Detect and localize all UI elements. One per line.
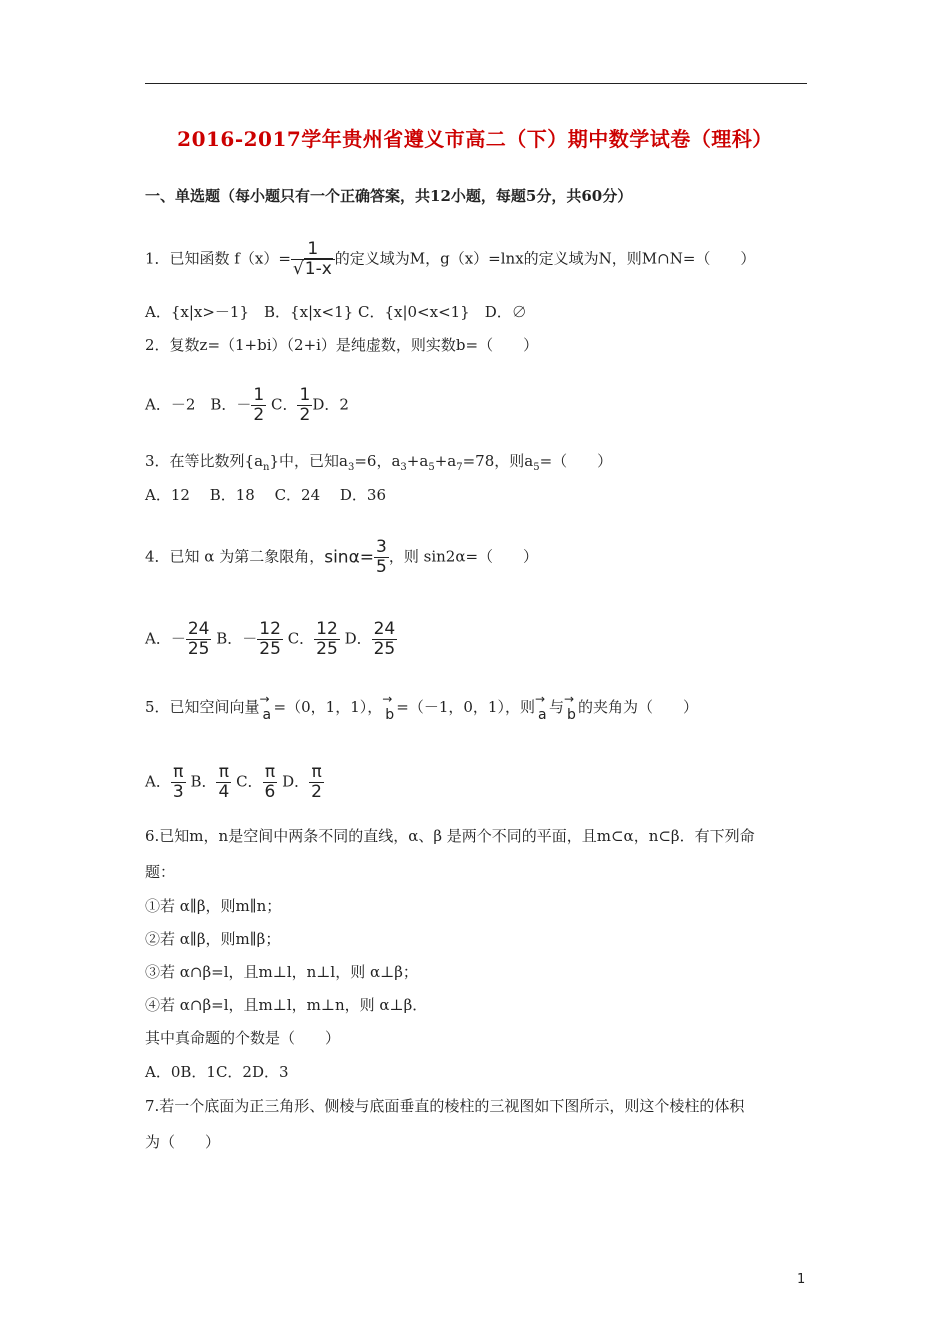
question-1: 1．已知函数 f（x）= $\frac{1}{√1-x}$ 的定义域为M，g（x）=lnx的定义域为N，则M∩N=（ ） <box>145 239 756 279</box>
question-5-options: A． $\frac{\pi}{3}$ B． $\frac{\pi}{4}$ C． $\frac{\pi}{6}$ D． $\frac{\pi}{2}$ <box>145 762 322 802</box>
question-6-ask: 其中真命题的个数是（ ） <box>145 1029 341 1047</box>
statement-3: ③若 α∩β=l，且m⊥l，n⊥l，则 α⊥β； <box>145 963 418 981</box>
question-2: 2．复数z=（1+bi）（2+i）是纯虚数，则实数b=（ ） <box>145 336 539 354</box>
vector-b: → b <box>382 692 395 723</box>
question-5: 5．已知空间向量 → a =（0，1，1）， → b =（－1，0，1），则 → a 与 → b 的夹角为（ ） <box>145 692 698 723</box>
vector-b: → b <box>563 692 576 723</box>
question-3: 3．在等比数列$\{a_n\}$中，已知$a_3=6$，$a_3+a_5+a_7=78$，则$a_5=$（ ） <box>145 452 613 473</box>
page-title: 2016-2017学年贵州省遵义市高二（下）期中数学试卷（理科） <box>177 127 773 151</box>
question-6: 6.已知m，n是空间中两条不同的直线，α、β 是两个不同的平面，且m⊂α，n⊂β．有下列命 <box>145 827 755 845</box>
question-6-cont: 题： <box>145 863 176 881</box>
question-1-options: A．{x|x>－1} B．{x|x<1} C．{x|0<x<1} D．∅ <box>145 303 527 321</box>
question-6-options: A．0B．1C．2D．3 <box>145 1063 289 1081</box>
section-heading: 一、单选题（每小题只有一个正确答案，共12小题，每题5分，共60分） <box>145 187 633 205</box>
q1-fraction: $\frac{1}{√1-x}$ <box>291 240 335 279</box>
question-7-cont: 为（ ） <box>145 1133 221 1151</box>
question-4: 4．已知 α 为第二象限角，sinα= $\frac{3}{5}$ ，则 sin2α=（ ） <box>145 537 539 577</box>
question-4-options: A．－ $\frac{24}{25}$ B．－ $\frac{12}{25}$ C． $\frac{12}{25}$ D． $\frac{24}{25}$ <box>145 619 396 659</box>
question-7: 7.若一个底面为正三角形、侧棱与底面垂直的棱柱的三视图如下图所示，则这个棱柱的体积 <box>145 1097 745 1115</box>
statement-1: ①若 α∥β，则m∥n； <box>145 897 282 915</box>
question-2-options: A．－2 B．－ $\frac{1}{2}$ C． $\frac{1}{2}$ D．2 <box>145 385 349 425</box>
question-3-options: A．12 B．18 C．24 D．36 <box>145 486 387 504</box>
vector-a: → a <box>259 692 272 723</box>
statement-4: ④若 α∩β=l，且m⊥l，m⊥n，则 α⊥β． <box>145 996 428 1014</box>
header-rule <box>145 83 807 84</box>
statement-2: ②若 α∥β，则m∥β； <box>145 930 281 948</box>
page-number: 1 <box>797 1272 806 1287</box>
vector-a: → a <box>534 692 547 723</box>
